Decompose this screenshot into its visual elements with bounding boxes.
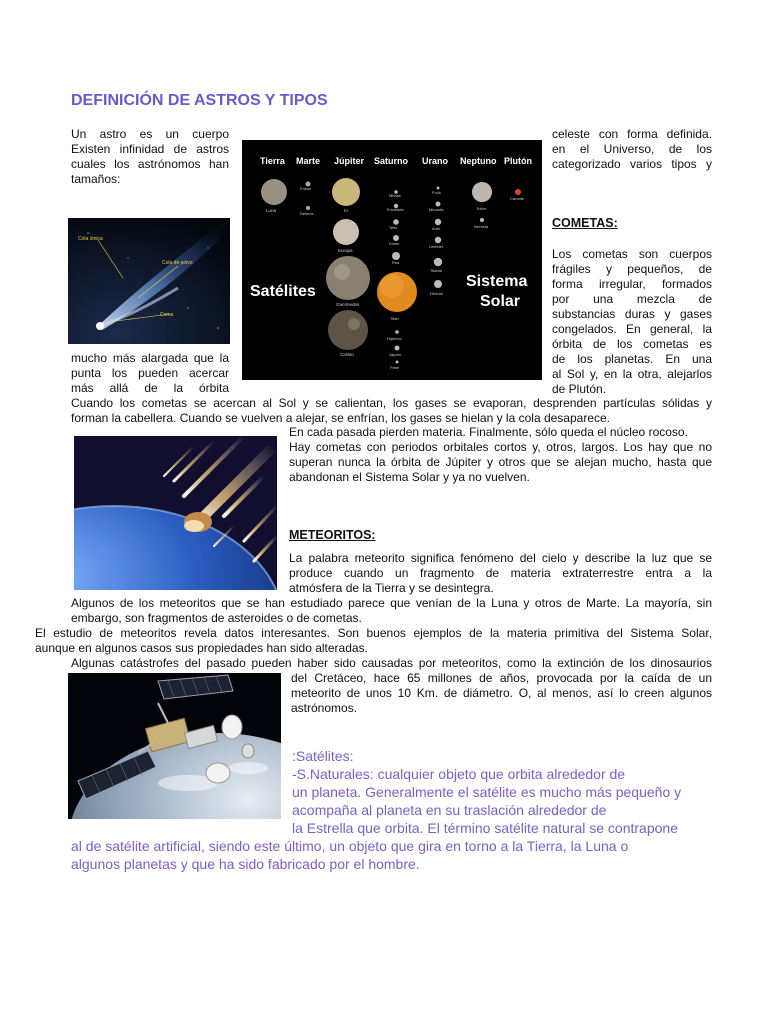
planet-label: Júpiter — [334, 156, 365, 166]
moon-label: Rea — [392, 260, 400, 265]
cometas-right — [552, 247, 712, 397]
coma-label: Coma — [160, 312, 174, 318]
text-line: categorizado varios tipos y — [552, 157, 712, 171]
text-line: meteorito de unos 10 Km. de diámetro. O, al menos, así lo creen algunos — [291, 686, 712, 700]
moon-label: Fobos — [300, 186, 312, 191]
text-line: -S.Naturales: cualquier objeto que orbita alrededor de — [292, 766, 626, 782]
moon-label: Hiperión — [387, 336, 402, 341]
text-line: Hay cometas con periodos orbitales cortos y, otros, largos. Los hay que no — [289, 440, 712, 454]
text-line: cuales los astrónomos han — [71, 157, 229, 171]
dust-tail-label: Cola de polvo — [162, 260, 193, 266]
text-line: embargo, son fragmentos de asteroides o de cometas. — [71, 611, 362, 625]
text-line: punta los pueden acercar — [71, 366, 229, 380]
moon-label: Tetis — [389, 225, 398, 230]
moon-label: Luna — [266, 208, 277, 213]
text-line: frágiles y pequeños, de — [552, 262, 712, 276]
solar-system-caption: Sistema — [466, 273, 528, 290]
meteoritos-heading: METEORITOS: — [289, 528, 376, 542]
meteoritos-side — [289, 551, 712, 596]
satellites-caption: Satélites — [250, 283, 316, 300]
text-line: algunos planetas y que ha sido fabricado por el hombre. — [71, 856, 420, 872]
moon-label: Oberón — [430, 291, 444, 296]
text-line: Existen infinidad de astros — [71, 142, 229, 156]
text-line: acompaña al planeta en su traslación alrededor de — [292, 802, 607, 818]
text-line: Cuando los cometas se acercan al Sol y se calientan, los gases se evaporan, desprenden partículas sólidas y — [71, 396, 712, 410]
moon-label: Tritón — [476, 206, 487, 211]
planet-label: Tierra — [260, 156, 285, 166]
text-line: substancias duras y gases — [552, 307, 712, 321]
moon-label: Caronte — [510, 196, 525, 201]
text-line: de los planetas. En una — [552, 352, 712, 366]
text-line: un planeta. Generalmente el satélite es mucho más pequeño y — [292, 784, 682, 800]
satelites-paragraph — [71, 837, 721, 873]
moon-label: Puck — [432, 190, 441, 195]
text-line: atmósfera de la Tierra y se desintegra. — [289, 581, 494, 595]
text-line: órbita de los cometas es — [552, 337, 712, 351]
moon-label: Titán — [390, 316, 399, 321]
text-line: astrónomos. — [291, 701, 358, 715]
satellite-image — [68, 673, 281, 819]
text-line: El estudio de meteoritos revela datos interesantes. Son buenos ejemplos de la materia primitiva del Sistema Solar, — [35, 626, 712, 640]
solar-system-caption: Solar — [480, 293, 521, 310]
text-line: del Cretáceo, hace 65 millones de años, provocada por la caída de un — [291, 671, 712, 685]
moon-label: Jápeto — [389, 352, 402, 357]
text-line: superan nunca la órbita de Júpiter y otros que se alejan mucho, hasta que — [289, 455, 712, 469]
moon-label: Encélado — [387, 207, 404, 212]
moon-label: Deimos — [300, 211, 314, 216]
meteoritos-paragraph-4-side — [291, 671, 712, 716]
moon-label: Ganímedes — [336, 302, 360, 307]
moon-label: Umbriel — [429, 244, 443, 249]
text-line: mucho más alargada que la — [71, 351, 229, 365]
moon-label: Febe — [390, 365, 400, 370]
text-line: produce cuando un fragmento de materia extraterrestre entra a la — [289, 566, 712, 580]
planet-label: Neptuno — [460, 156, 497, 166]
satelites-heading: :Satélites: — [292, 748, 354, 764]
intro-left — [71, 127, 229, 187]
planet-label: Marte — [296, 156, 321, 166]
text-line: por una mezcla de — [552, 292, 712, 306]
text-line: Algunas catástrofes del pasado pueden haber sido causadas por meteoritos, como la extinción de los dinosaurios — [71, 656, 712, 670]
text-line: Un astro es un cuerpo — [71, 127, 229, 141]
text-line: forman la cabellera. Cuando se vuelven a alejar, se enfrían, los gases se hielan y la cola desaparece. — [71, 411, 610, 425]
text-line: de Plutón. — [552, 382, 607, 396]
moon-label: Miranda — [429, 207, 444, 212]
moon-label: Io — [344, 208, 348, 213]
text-line: en el Universo, de los — [552, 142, 712, 156]
moon-label: Ariel — [432, 226, 441, 231]
text-line: abandonan el Sistema Solar y ya no vuelven. — [289, 470, 530, 484]
text-line: celeste con forma definida. — [552, 127, 712, 141]
moon-label: Mimas — [389, 193, 401, 198]
planet-label: Saturno — [374, 156, 409, 166]
intro-right — [552, 127, 712, 172]
solar-system-image — [242, 140, 542, 380]
planet-label: Plutón — [504, 156, 532, 166]
cometas-side — [289, 425, 712, 485]
text-line: congelados. En general, la — [552, 322, 712, 336]
cometas-heading: COMETAS: — [552, 216, 618, 230]
planet-label: Urano — [422, 156, 449, 166]
text-line: al Sol y, en la otra, alejarlos — [552, 367, 712, 381]
ionic-tail-label: Cola iónica — [78, 236, 103, 242]
text-line: forma irregular, formados — [552, 277, 712, 291]
moon-label: Calisto — [340, 352, 354, 357]
text-line: En cada pasada pierden materia. Finalmente, sólo queda el núcleo rocoso. — [289, 425, 688, 439]
moon-label: Dione — [389, 241, 400, 246]
cometas-left — [71, 351, 229, 396]
text-line: Algunos de los meteoritos que se han estudiado parece que venían de la Luna y otros de Marte. La mayoría, sin — [71, 596, 712, 610]
text-line: la Estrella que orbita. El término satélite natural se contrapone — [292, 820, 678, 836]
satelites-side — [292, 765, 712, 837]
page-title: DEFINICIÓN DE ASTROS Y TIPOS — [71, 92, 328, 109]
comet-image — [68, 218, 230, 344]
text-line: tamaños: — [71, 172, 121, 186]
moon-label: Nereida — [474, 224, 489, 229]
moon-label: Titania — [430, 268, 442, 273]
text-line: La palabra meteorito significa fenómeno del cielo y describe la luz que se — [289, 551, 712, 565]
meteoritos-paragraph-4 — [71, 656, 712, 671]
meteor-shower-image — [74, 436, 277, 590]
meteoritos-paragraph-2 — [71, 596, 712, 626]
meteoritos-paragraph-3 — [35, 626, 712, 656]
text-line: aunque en algunos casos sus propiedades han sido alteradas. — [35, 641, 368, 655]
cometas-paragraph — [71, 396, 712, 426]
text-line: al de satélite artificial, siendo este último, un objeto que gira en torno a la Tierra, la Luna o — [71, 838, 629, 854]
text-line: más allá de la órbita — [71, 381, 229, 395]
text-line: Los cometas son cuerpos — [552, 247, 712, 261]
moon-label: Europa — [338, 248, 353, 253]
